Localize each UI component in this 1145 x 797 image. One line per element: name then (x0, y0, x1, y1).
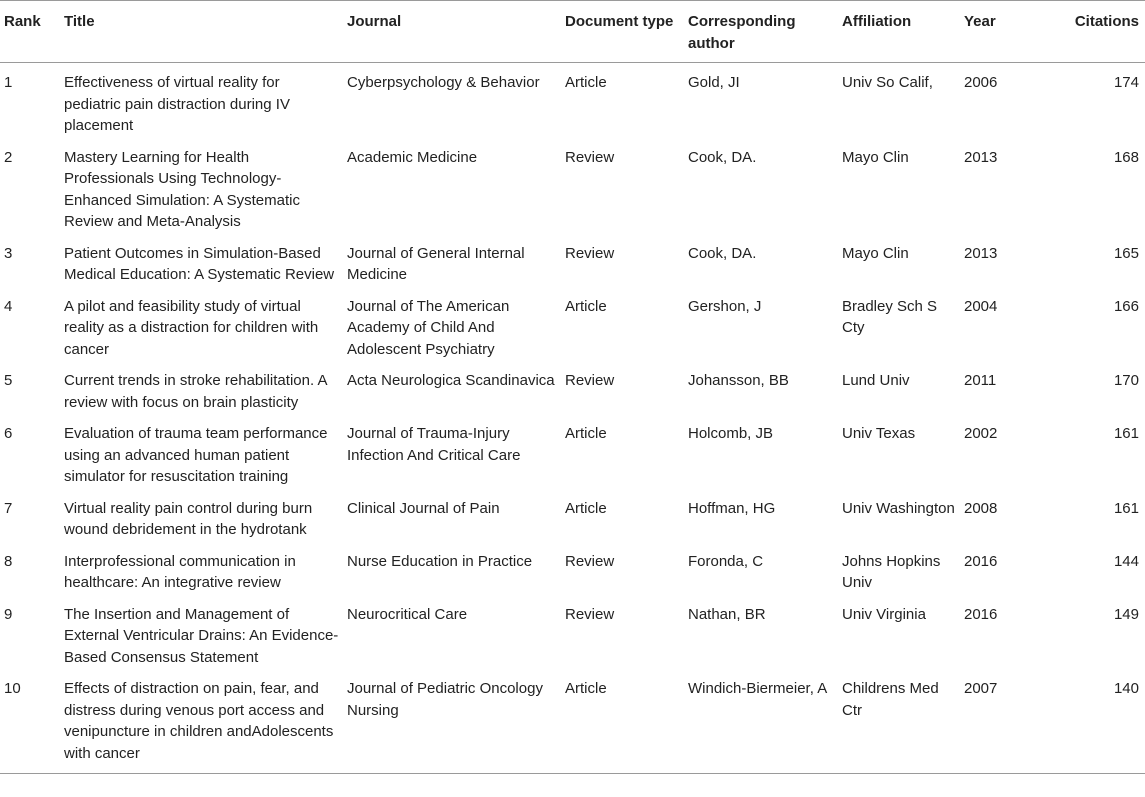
cell-year: 2002 (964, 425, 998, 442)
cell-journal: Journal of General Internal Medicine (347, 244, 525, 283)
cell-rank: 5 (4, 372, 13, 389)
cell-document-type: Review (565, 372, 615, 389)
table-row (0, 546, 1145, 599)
header-affiliation: Affiliation (838, 1, 960, 63)
cell-citations: 140 (1057, 673, 1145, 774)
table-row (0, 63, 1145, 142)
cell-rank: 6 (4, 425, 13, 442)
cell-rank: 7 (4, 499, 13, 517)
cell-title: A pilot and feasibility study of virtual reality as a distraction for children with cancer (64, 297, 319, 358)
cell-document-type: Article (565, 425, 607, 442)
cell-affiliation: Lund Univ (842, 372, 910, 389)
cell-journal: Journal of Trauma-Injury Infection And Critical Care (347, 425, 521, 464)
table-row (0, 673, 1145, 774)
cell-affiliation: Mayo Clin (842, 148, 909, 166)
cell-document-type: Article (561, 673, 684, 774)
cell-citations: 165 (1113, 244, 1139, 262)
table-row (0, 599, 1145, 674)
cell-document-type: Review (565, 605, 615, 623)
cell-document-type: Article (565, 499, 607, 517)
cell-journal: Neurocritical Care (347, 605, 468, 623)
cell-affiliation: Univ Texas (842, 425, 916, 442)
cell-corresponding-author: Windich-Biermeier, A (684, 673, 838, 774)
table-row (0, 142, 1145, 238)
cell-affiliation: Univ Washington (842, 499, 955, 517)
cell-citations: 166 (1113, 297, 1139, 315)
cell-title: Patient Outcomes in Simulation-Based Medical Education: A Systematic Review (64, 244, 335, 283)
cell-affiliation: Bradley Sch S Cty (842, 297, 938, 336)
cell-citations: 174 (1113, 74, 1139, 91)
table-row (0, 418, 1145, 493)
header-year: Year (960, 1, 1057, 63)
table-row (0, 365, 1145, 418)
cell-rank: 1 (4, 74, 13, 91)
cell-citations: 168 (1113, 148, 1139, 166)
table-row (0, 493, 1145, 546)
cell-journal: Clinical Journal of Pain (347, 499, 500, 517)
cell-journal: Cyberpsychology & Behavior (347, 74, 540, 91)
cell-corresponding-author: Hoffman, HG (688, 499, 776, 517)
cell-corresponding-author: Gold, JI (688, 74, 740, 91)
cell-rank: 2 (4, 148, 13, 166)
cell-citations: 161 (1113, 425, 1139, 442)
cell-corresponding-author: Cook, DA. (688, 148, 757, 166)
cell-corresponding-author: Foronda, C (688, 552, 764, 570)
cell-citations: 161 (1113, 499, 1139, 517)
header-row (0, 1, 1145, 63)
header-journal: Journal (343, 1, 561, 63)
cell-rank: 3 (4, 244, 13, 262)
cell-affiliation: Mayo Clin (842, 244, 909, 262)
cell-title: Virtual reality pain control during burn wound debridement in the hydrotank (64, 499, 313, 538)
cell-year: 2007 (960, 673, 1057, 774)
header-title: Title (60, 1, 343, 63)
cell-corresponding-author: Nathan, BR (688, 605, 766, 623)
cell-corresponding-author: Johansson, BB (688, 372, 789, 389)
cell-citations: 170 (1113, 372, 1139, 389)
cell-journal: Journal of Pediatric Oncology Nursing (343, 673, 561, 774)
header-corresponding-author: Corresponding author (684, 1, 838, 63)
header-document-type: Document type (561, 1, 684, 63)
cell-journal: Acta Neurologica Scandinavica (347, 372, 555, 389)
cell-document-type: Review (565, 552, 615, 570)
cell-rank: 8 (4, 552, 13, 570)
cell-title: The Insertion and Management of External Ventricular Drains: An Evidence-Based Consensus Statement (64, 605, 339, 666)
cell-title: Current trends in stroke rehabilitation. A review with focus on brain plasticity (64, 372, 327, 411)
cell-corresponding-author: Cook, DA. (688, 244, 757, 262)
cell-year: 2016 (964, 605, 998, 623)
cell-affiliation: Johns Hopkins Univ (842, 552, 941, 591)
cell-year: 2006 (964, 74, 998, 91)
cell-document-type: Review (565, 244, 615, 262)
table-row (0, 291, 1145, 366)
cell-rank: 4 (4, 297, 13, 315)
table-header (0, 1, 1145, 63)
cell-rank: 10 (0, 673, 60, 774)
cell-document-type: Article (565, 297, 607, 315)
cell-rank: 9 (4, 605, 13, 623)
header-citations: Citations (1057, 1, 1145, 63)
cell-corresponding-author: Holcomb, JB (688, 425, 774, 442)
cell-title: Mastery Learning for Health Professionals Using Technology-Enhanced Simulation: A Systematic Review and Meta-Analysis (64, 148, 300, 230)
table-body (0, 63, 1145, 774)
cell-document-type: Article (565, 74, 607, 91)
cell-title: Effectiveness of virtual reality for pediatric pain distraction during IV placement (64, 74, 290, 134)
cell-year: 2013 (964, 244, 998, 262)
cell-title: Evaluation of trauma team performance using an advanced human patient simulator for resuscitation training (64, 425, 328, 485)
cell-document-type: Review (565, 148, 615, 166)
cell-title: Effects of distraction on pain, fear, and distress during venous port access and venipuncture in children andAdolescents with cancer (60, 673, 343, 774)
cell-year: 2013 (964, 148, 998, 166)
table-row (0, 238, 1145, 291)
cell-year: 2004 (964, 297, 998, 315)
cell-journal: Academic Medicine (347, 148, 478, 166)
cell-corresponding-author: Gershon, J (688, 297, 762, 315)
cell-affiliation: Childrens Med Ctr (838, 673, 960, 774)
cell-journal: Nurse Education in Practice (347, 552, 533, 570)
cell-year: 2008 (964, 499, 998, 517)
cell-year: 2016 (964, 552, 998, 570)
cell-title: Interprofessional communication in healthcare: An integrative review (64, 552, 296, 591)
header-rank: Rank (0, 1, 60, 63)
cell-affiliation: Univ So Calif, (842, 74, 933, 91)
cell-journal: Journal of The American Academy of Child And Adolescent Psychiatry (347, 297, 510, 358)
cell-citations: 144 (1113, 552, 1139, 570)
cell-year: 2011 (964, 372, 997, 389)
cell-citations: 149 (1113, 605, 1139, 623)
cell-affiliation: Univ Virginia (842, 605, 926, 623)
